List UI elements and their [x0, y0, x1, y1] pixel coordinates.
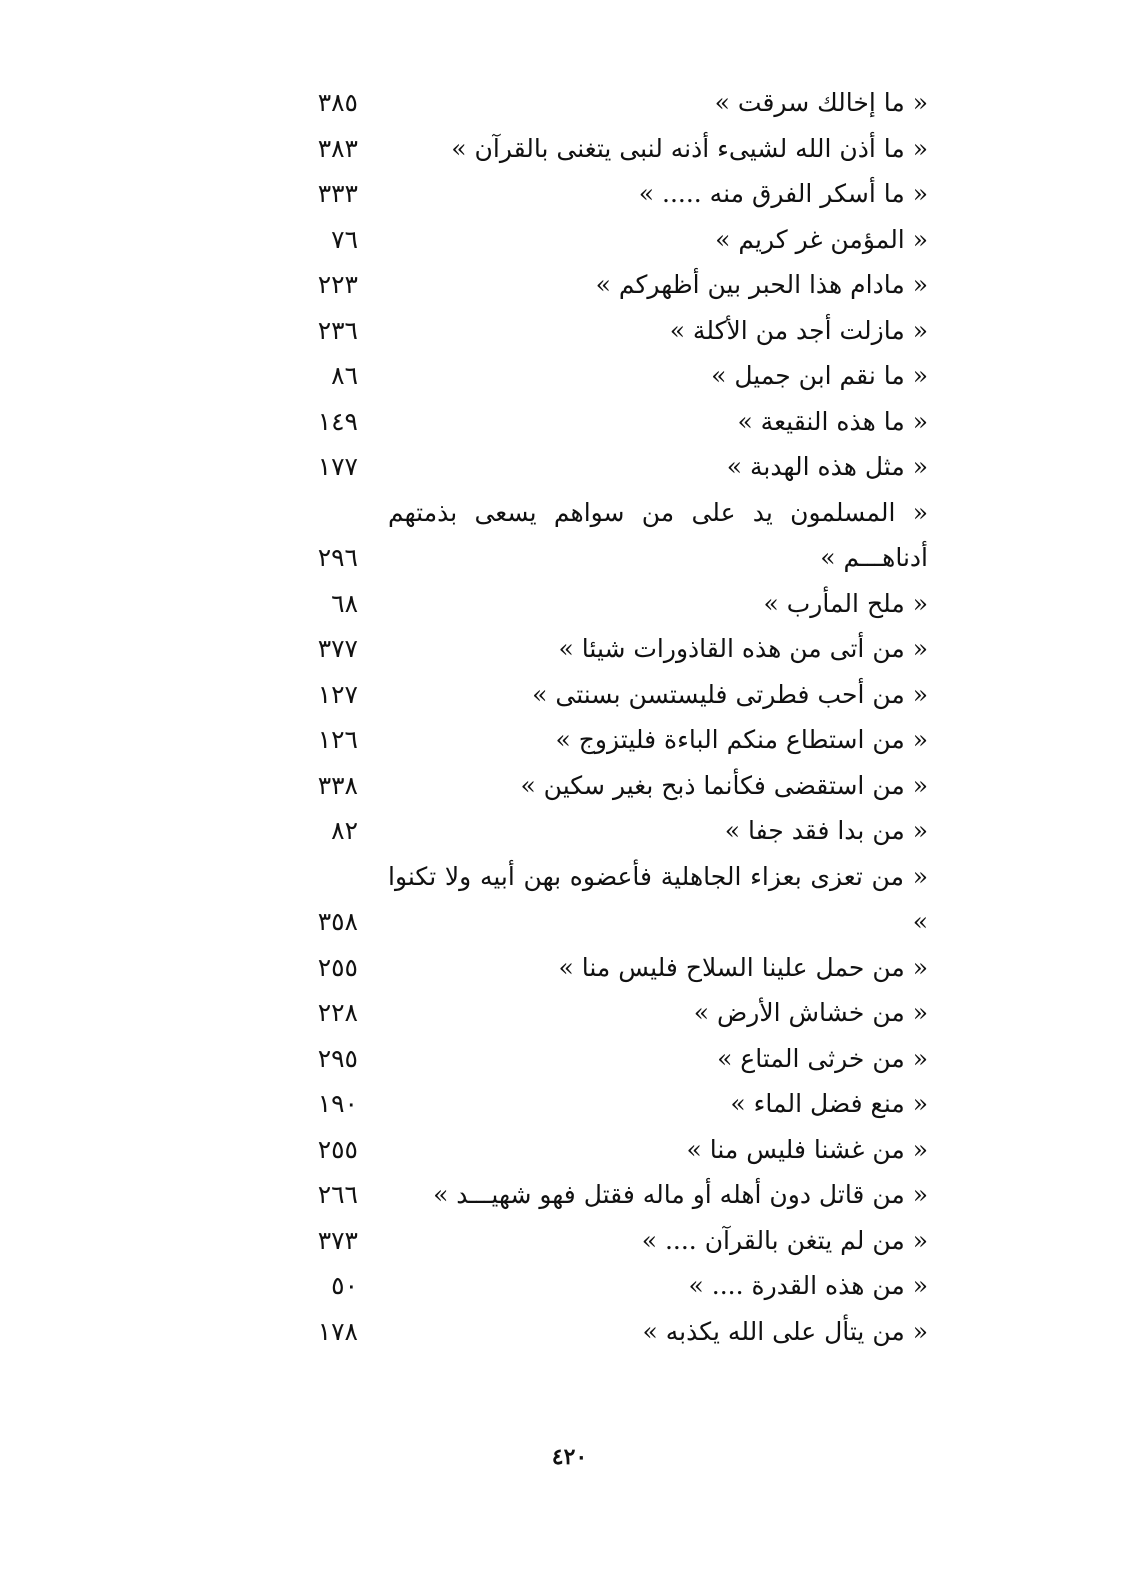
entry-text: « مادام هذا الحبر بين أظهركم » — [595, 270, 928, 299]
index-entry — [280, 1081, 940, 1127]
index-entry — [280, 854, 940, 945]
entry-text: « المؤمن غر كريم » — [715, 224, 928, 254]
entry-page-number: ٢٢٨ — [317, 998, 358, 1027]
index-entry — [280, 1127, 940, 1173]
index-entry — [280, 1172, 940, 1218]
entry-text: « من استطاع منكم الباءة فليتزوج » — [555, 725, 928, 754]
entry-text: « من هذه القدرة .... » — [688, 1271, 928, 1300]
entry-page-number: ٣٥٨ — [317, 907, 358, 936]
entry-page-number: ٢٥٥ — [317, 952, 358, 982]
entry-text: « ما نقم ابن جميل » — [711, 361, 928, 390]
index-entry — [280, 217, 940, 263]
entry-text: « المسلمون يد على من سواهم يسعى بذمتهم أدناهـــم » — [388, 497, 928, 572]
entry-page-number: ٣٣٣ — [317, 179, 358, 208]
entry-page-number: ٢٢٣ — [317, 270, 358, 299]
index-entry — [280, 444, 940, 490]
entry-text: « ملح المأرب » — [763, 588, 928, 618]
index-entry — [280, 262, 940, 308]
entry-page-number: ٣٧٧ — [317, 634, 358, 663]
entry-text: « من غشنا فليس منا » — [686, 1134, 928, 1164]
entry-page-number: ٣٨٣ — [317, 133, 358, 163]
index-entry — [280, 1036, 940, 1082]
entry-page-number: ٣٧٣ — [317, 1225, 358, 1255]
index-entry — [280, 717, 940, 763]
entry-page-number: ٢٩٥ — [317, 1043, 358, 1073]
index-entry — [280, 1218, 940, 1264]
index-entry — [280, 399, 940, 445]
entry-page-number: ١٩٠ — [317, 1089, 358, 1118]
entry-text: « مازلت أجد من الأكلة » — [669, 315, 928, 345]
index-entry — [280, 126, 940, 172]
entry-page-number: ١٢٦ — [317, 725, 358, 754]
index-entry — [280, 353, 940, 399]
entry-page-number: ١٤٩ — [317, 406, 358, 436]
entry-page-number: ٨٦ — [331, 361, 358, 390]
entry-text: « من أحب فطرتى فليستسن بسنتى » — [532, 679, 928, 709]
entry-text: « من بدا فقد جفا » — [724, 816, 928, 845]
entry-page-number: ٢٦٦ — [317, 1180, 358, 1209]
entry-text: « من تعزى بعزاء الجاهلية فأعضوه بهن أبيه ولا تكنوا » — [388, 861, 928, 936]
entry-page-number: ١٢٧ — [317, 679, 358, 709]
index-entry — [280, 171, 940, 217]
index-list — [280, 80, 940, 1354]
index-entry — [280, 1263, 940, 1309]
entry-page-number: ٧٦ — [331, 224, 358, 254]
entry-text: « من لم يتغن بالقرآن .... » — [641, 1225, 928, 1255]
entry-text: « من خرثى المتاع » — [717, 1043, 928, 1073]
index-entry — [280, 308, 940, 354]
index-entry — [280, 626, 940, 672]
entry-text: « من قاتل دون أهله أو ماله فقتل فهو شهيـــد » — [433, 1180, 928, 1209]
entry-text: « ما هذه النقيعة » — [737, 406, 928, 436]
entry-text: « من استقضى فكأنما ذبح بغير سكين » — [520, 770, 928, 800]
entry-text: « من خشاش الأرض » — [693, 998, 928, 1027]
entry-page-number: ٣٣٨ — [317, 770, 358, 800]
index-entry — [280, 581, 940, 627]
entry-page-number: ١٧٨ — [317, 1316, 358, 1346]
entry-text: « ما أسكر الفرق منه ..... » — [638, 179, 928, 208]
entry-text: « ما أذن الله لشيىء أذنه لنبى يتغنى بالقرآن » — [451, 133, 928, 163]
index-entry — [280, 808, 940, 854]
entry-text: « ما إخالك سرقت » — [714, 88, 928, 117]
index-entry — [280, 763, 940, 809]
index-entry — [280, 672, 940, 718]
entry-page-number: ٢٥٥ — [317, 1134, 358, 1164]
entry-page-number: ٨٢ — [331, 816, 358, 845]
entry-text: « منع فضل الماء » — [730, 1089, 928, 1118]
entry-page-number: ١٧٧ — [317, 452, 358, 481]
entry-page-number: ٦٨ — [331, 588, 358, 618]
entry-text: « من أتى من هذه القاذورات شيئا » — [558, 634, 928, 663]
entry-text: « من حمل علينا السلاح فليس منا » — [558, 952, 928, 982]
index-entry — [280, 1309, 940, 1355]
index-entry — [280, 490, 940, 581]
entry-page-number: ٣٨٥ — [317, 88, 358, 117]
entry-page-number: ٢٩٦ — [317, 543, 358, 572]
entry-text: « مثل هذه الهدبة » — [726, 452, 928, 481]
entry-page-number: ٥٠ — [331, 1271, 358, 1300]
entry-page-number: ٢٣٦ — [317, 315, 358, 345]
index-entry — [280, 945, 940, 991]
page-number: ٤٢٠ — [551, 1444, 588, 1470]
index-entry — [280, 80, 940, 126]
index-entry — [280, 990, 940, 1036]
entry-text: « من يتأل على الله يكذبه » — [642, 1316, 928, 1346]
